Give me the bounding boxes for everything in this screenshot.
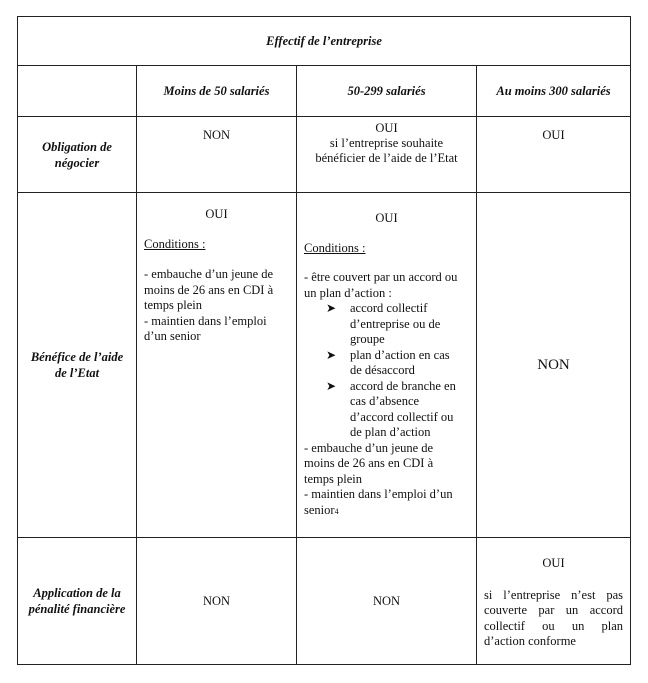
benefice-col2: OUI Conditions : - être couvert par un accord ou un plan d’action : ➤ accord collectif d’entreprise ou de groupe ➤ plan d’action en cas de désaccord ➤ accord de branche en cas d’absence d’accord collectif ou de plan d’action - embauche d’un jeune de moins de 26 ans en CDI à temps plein - maintien dans l’emploi d’un senior4 — [297, 193, 477, 538]
list-item: ➤ accord de branche en cas d’absence d’accord collectif ou de plan d’action — [326, 378, 456, 439]
column-header-1: Moins de 50 salariés — [137, 66, 297, 117]
penalite-col3: OUI si l’entreprise n’est pas couverte par un accord collectif ou un plan d’action conforme — [477, 538, 631, 665]
column-header-3: Au moins 300 salariés — [477, 66, 631, 117]
arrow-bullet-icon: ➤ — [326, 301, 337, 315]
penalite-col1: NON — [137, 538, 297, 665]
effectif-table — [17, 16, 631, 665]
row-label-benefice: Bénéfice de l’aide de l’Etat — [18, 193, 137, 538]
arrow-bullet-icon: ➤ — [326, 347, 337, 362]
condition-sublist — [304, 301, 469, 441]
list-item: ➤ plan d’action en cas de désaccord — [326, 347, 450, 377]
row-label-obligation: Obligation de négocier — [18, 117, 137, 193]
benefice-col1: OUI Conditions : - embauche d’un jeune de moins de 26 ans en CDI à temps plein - maintien dans l’emploi d’un senior — [137, 193, 297, 538]
benefice-col3: NON — [477, 193, 631, 538]
row-label-penalite: Application de la pénalité financière — [18, 538, 137, 665]
list-item: ➤ accord collectif d’entreprise ou de groupe — [326, 301, 441, 346]
column-header-2: 50-299 salariés — [297, 66, 477, 117]
table-title: Effectif de l’entreprise — [18, 17, 631, 66]
footnote-marker: 4 — [334, 506, 339, 516]
obligation-col3: OUI — [477, 117, 631, 193]
obligation-col2: OUI si l’entreprise souhaite bénéficier de l’aide de l’Etat — [297, 117, 477, 193]
arrow-bullet-icon: ➤ — [326, 378, 337, 393]
penalite-col2: NON — [297, 538, 477, 665]
obligation-col1: NON — [137, 117, 297, 193]
empty-header-cell — [18, 66, 137, 117]
